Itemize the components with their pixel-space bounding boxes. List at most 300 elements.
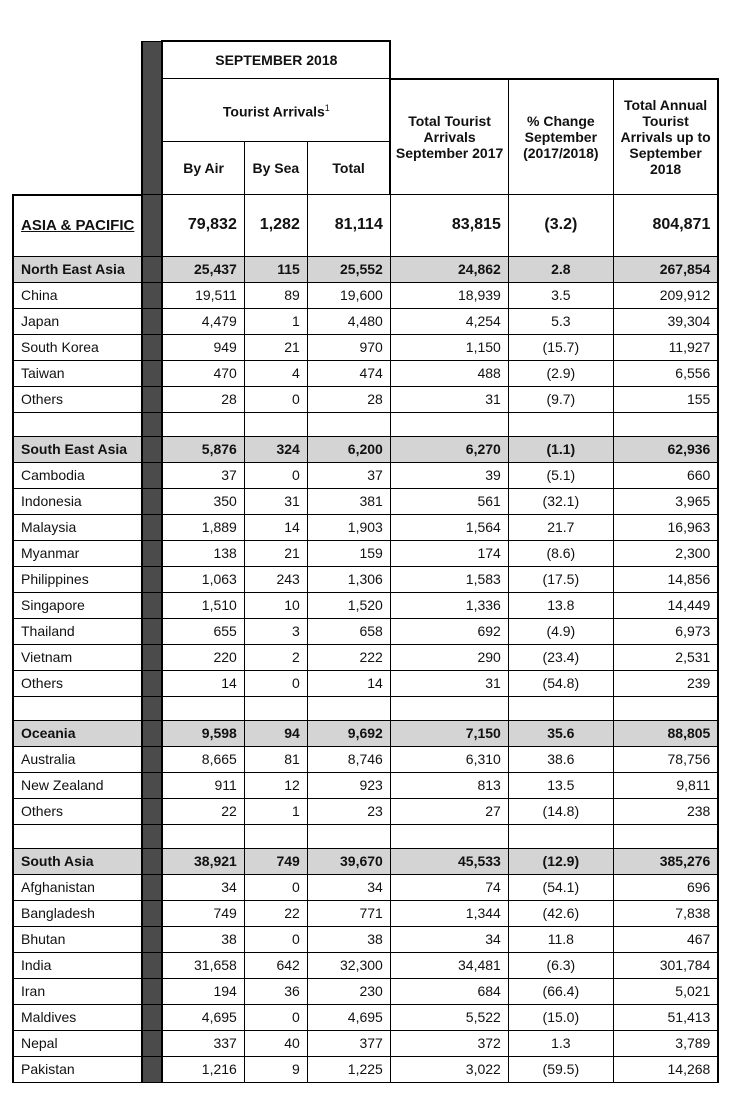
country-total: 19,600 xyxy=(307,282,390,308)
dark-column-cell xyxy=(142,1004,162,1030)
country-by-air: 470 xyxy=(162,360,244,386)
country-by-sea: 2 xyxy=(244,644,307,670)
country-by-air: 22 xyxy=(162,798,244,824)
country-by-sea: 0 xyxy=(244,926,307,952)
header-row-group xyxy=(13,79,718,142)
dark-column-cell xyxy=(142,900,162,926)
footnote-mark: 1 xyxy=(324,103,330,114)
country-pct-change: 13.5 xyxy=(508,772,613,798)
group-total-2017: 45,533 xyxy=(390,848,508,874)
country-by-air: 34 xyxy=(162,874,244,900)
group-pct-change: 35.6 xyxy=(508,720,613,746)
country-total: 970 xyxy=(307,334,390,360)
group-annual: 267,854 xyxy=(613,256,718,282)
country-row xyxy=(13,670,718,696)
country-by-sea: 642 xyxy=(244,952,307,978)
dark-column-cell xyxy=(142,952,162,978)
group-by-air: 38,921 xyxy=(162,848,244,874)
country-by-air: 911 xyxy=(162,772,244,798)
region-by-air: 79,832 xyxy=(162,195,244,257)
spacer-cell xyxy=(244,696,307,720)
dark-column xyxy=(142,41,162,195)
country-by-sea: 89 xyxy=(244,282,307,308)
country-by-air: 19,511 xyxy=(162,282,244,308)
country-row xyxy=(13,1004,718,1030)
country-by-sea: 1 xyxy=(244,798,307,824)
country-by-sea: 10 xyxy=(244,592,307,618)
country-pct-change: 5.3 xyxy=(508,308,613,334)
dark-column-cell xyxy=(142,360,162,386)
spacer-cell xyxy=(307,696,390,720)
spacer-cell xyxy=(244,824,307,848)
country-annual: 11,927 xyxy=(613,334,718,360)
country-annual: 3,965 xyxy=(613,488,718,514)
dark-column-cell xyxy=(142,308,162,334)
country-total-2017: 31 xyxy=(390,670,508,696)
country-annual: 209,912 xyxy=(613,282,718,308)
country-pct-change: (15.7) xyxy=(508,334,613,360)
country-row xyxy=(13,282,718,308)
country-annual: 3,789 xyxy=(613,1030,718,1056)
country-annual: 14,268 xyxy=(613,1056,718,1082)
pct-change-header: % Change September (2017/2018) xyxy=(508,79,613,195)
region-annual: 804,871 xyxy=(613,195,718,257)
country-pct-change: 1.3 xyxy=(508,1030,613,1056)
country-annual: 2,300 xyxy=(613,540,718,566)
country-total-2017: 372 xyxy=(390,1030,508,1056)
country-name: Japan xyxy=(13,308,142,334)
dark-column-cell xyxy=(142,1056,162,1082)
country-total: 377 xyxy=(307,1030,390,1056)
country-total-2017: 1,344 xyxy=(390,900,508,926)
country-name: South Korea xyxy=(13,334,142,360)
country-pct-change: (15.0) xyxy=(508,1004,613,1030)
country-by-air: 1,216 xyxy=(162,1056,244,1082)
dark-column-cell xyxy=(142,1030,162,1056)
country-total: 923 xyxy=(307,772,390,798)
country-annual: 9,811 xyxy=(613,772,718,798)
spacer-cell xyxy=(508,696,613,720)
country-by-air: 220 xyxy=(162,644,244,670)
group-by-air: 9,598 xyxy=(162,720,244,746)
country-pct-change: (42.6) xyxy=(508,900,613,926)
country-total-2017: 488 xyxy=(390,360,508,386)
group-by-air: 25,437 xyxy=(162,256,244,282)
group-total: 9,692 xyxy=(307,720,390,746)
dark-column-cell xyxy=(142,282,162,308)
country-by-air: 14 xyxy=(162,670,244,696)
country-row xyxy=(13,360,718,386)
country-total: 1,306 xyxy=(307,566,390,592)
country-by-air: 37 xyxy=(162,462,244,488)
country-total-2017: 31 xyxy=(390,386,508,412)
country-name: Maldives xyxy=(13,1004,142,1030)
country-annual: 660 xyxy=(613,462,718,488)
country-total-2017: 34,481 xyxy=(390,952,508,978)
country-total: 1,520 xyxy=(307,592,390,618)
country-by-sea: 14 xyxy=(244,514,307,540)
country-pct-change: 3.5 xyxy=(508,282,613,308)
region-pct-change: (3.2) xyxy=(508,195,613,257)
country-by-air: 949 xyxy=(162,334,244,360)
country-by-air: 1,889 xyxy=(162,514,244,540)
country-name: Singapore xyxy=(13,592,142,618)
country-by-sea: 9 xyxy=(244,1056,307,1082)
tourist-arrivals-label: Tourist Arrivals xyxy=(222,103,325,120)
region-row xyxy=(13,195,718,257)
country-total-2017: 1,336 xyxy=(390,592,508,618)
country-total: 474 xyxy=(307,360,390,386)
country-by-sea: 0 xyxy=(244,670,307,696)
country-total: 159 xyxy=(307,540,390,566)
country-annual: 7,838 xyxy=(613,900,718,926)
country-total-2017: 1,564 xyxy=(390,514,508,540)
country-total-2017: 27 xyxy=(390,798,508,824)
country-annual: 301,784 xyxy=(613,952,718,978)
region-total-2017: 83,815 xyxy=(390,195,508,257)
country-by-sea: 36 xyxy=(244,978,307,1004)
country-row xyxy=(13,1056,718,1082)
country-name: Bangladesh xyxy=(13,900,142,926)
group-name: South East Asia xyxy=(13,436,142,462)
dark-column-cell xyxy=(142,256,162,282)
group-row xyxy=(13,720,718,746)
tourist-arrivals-table xyxy=(12,40,719,1083)
total-header: Total xyxy=(307,142,390,195)
country-by-sea: 0 xyxy=(244,874,307,900)
country-pct-change: (2.9) xyxy=(508,360,613,386)
country-total-2017: 3,022 xyxy=(390,1056,508,1082)
spacer-cell xyxy=(613,824,718,848)
country-row xyxy=(13,978,718,1004)
country-pct-change: (54.1) xyxy=(508,874,613,900)
dark-column-cell xyxy=(142,978,162,1004)
country-annual: 2,531 xyxy=(613,644,718,670)
country-by-air: 337 xyxy=(162,1030,244,1056)
dark-column-cell xyxy=(142,566,162,592)
country-pct-change: 38.6 xyxy=(508,746,613,772)
country-by-sea: 81 xyxy=(244,746,307,772)
country-by-sea: 1 xyxy=(244,308,307,334)
total-2017-header: Total Tourist Arrivals September 2017 xyxy=(390,79,508,195)
country-pct-change: (6.3) xyxy=(508,952,613,978)
spacer-row xyxy=(13,824,718,848)
country-annual: 696 xyxy=(613,874,718,900)
country-name: Indonesia xyxy=(13,488,142,514)
country-pct-change: 21.7 xyxy=(508,514,613,540)
country-name: Philippines xyxy=(13,566,142,592)
spacer-cell xyxy=(142,412,162,436)
group-name: Oceania xyxy=(13,720,142,746)
country-name: Taiwan xyxy=(13,360,142,386)
country-total-2017: 813 xyxy=(390,772,508,798)
spacer-cell xyxy=(613,412,718,436)
country-name: Pakistan xyxy=(13,1056,142,1082)
country-by-air: 4,479 xyxy=(162,308,244,334)
country-row xyxy=(13,798,718,824)
spacer-cell xyxy=(390,412,508,436)
country-name: Malaysia xyxy=(13,514,142,540)
dark-column-cell xyxy=(142,540,162,566)
country-pct-change: (23.4) xyxy=(508,644,613,670)
country-by-sea: 31 xyxy=(244,488,307,514)
region-name: ASIA & PACIFIC xyxy=(13,195,142,257)
country-by-sea: 3 xyxy=(244,618,307,644)
country-pct-change: (4.9) xyxy=(508,618,613,644)
country-total-2017: 74 xyxy=(390,874,508,900)
spacer-cell xyxy=(508,824,613,848)
group-by-sea: 94 xyxy=(244,720,307,746)
country-total: 1,225 xyxy=(307,1056,390,1082)
country-name: Others xyxy=(13,798,142,824)
country-total-2017: 692 xyxy=(390,618,508,644)
country-pct-change: (14.8) xyxy=(508,798,613,824)
country-pct-change: 11.8 xyxy=(508,926,613,952)
dark-column-cell xyxy=(142,436,162,462)
group-annual: 62,936 xyxy=(613,436,718,462)
country-name: Nepal xyxy=(13,1030,142,1056)
dark-column-cell xyxy=(142,618,162,644)
country-annual: 238 xyxy=(613,798,718,824)
country-total-2017: 684 xyxy=(390,978,508,1004)
country-name: Afghanistan xyxy=(13,874,142,900)
country-by-sea: 21 xyxy=(244,540,307,566)
spacer-cell xyxy=(13,696,142,720)
country-row xyxy=(13,618,718,644)
country-row xyxy=(13,462,718,488)
spacer-cell xyxy=(244,412,307,436)
country-total: 1,903 xyxy=(307,514,390,540)
country-by-sea: 4 xyxy=(244,360,307,386)
country-by-sea: 40 xyxy=(244,1030,307,1056)
country-by-air: 655 xyxy=(162,618,244,644)
country-total-2017: 561 xyxy=(390,488,508,514)
spacer-row xyxy=(13,696,718,720)
country-name: Thailand xyxy=(13,618,142,644)
country-row xyxy=(13,926,718,952)
country-name: China xyxy=(13,282,142,308)
country-total: 222 xyxy=(307,644,390,670)
dark-column-cell xyxy=(142,874,162,900)
country-by-sea: 0 xyxy=(244,462,307,488)
country-by-air: 138 xyxy=(162,540,244,566)
dark-column-cell xyxy=(142,720,162,746)
country-total-2017: 39 xyxy=(390,462,508,488)
country-pct-change: (5.1) xyxy=(508,462,613,488)
country-annual: 16,963 xyxy=(613,514,718,540)
country-row xyxy=(13,746,718,772)
country-annual: 239 xyxy=(613,670,718,696)
group-by-sea: 324 xyxy=(244,436,307,462)
spacer-cell xyxy=(162,696,244,720)
country-total-2017: 4,254 xyxy=(390,308,508,334)
country-pct-change: 13.8 xyxy=(508,592,613,618)
country-total: 37 xyxy=(307,462,390,488)
country-by-air: 1,063 xyxy=(162,566,244,592)
country-by-air: 31,658 xyxy=(162,952,244,978)
country-total: 4,695 xyxy=(307,1004,390,1030)
group-name: South Asia xyxy=(13,848,142,874)
country-annual: 51,413 xyxy=(613,1004,718,1030)
dark-column-cell xyxy=(142,848,162,874)
country-annual: 14,449 xyxy=(613,592,718,618)
dark-column-cell xyxy=(142,798,162,824)
group-row xyxy=(13,256,718,282)
country-name: Vietnam xyxy=(13,644,142,670)
country-by-sea: 22 xyxy=(244,900,307,926)
country-by-air: 28 xyxy=(162,386,244,412)
country-total-2017: 5,522 xyxy=(390,1004,508,1030)
group-total-2017: 6,270 xyxy=(390,436,508,462)
country-row xyxy=(13,566,718,592)
country-by-air: 38 xyxy=(162,926,244,952)
dark-column-cell xyxy=(142,592,162,618)
country-name: Iran xyxy=(13,978,142,1004)
country-pct-change: (9.7) xyxy=(508,386,613,412)
spacer-cell xyxy=(307,412,390,436)
country-row xyxy=(13,1030,718,1056)
dark-column-cell xyxy=(142,670,162,696)
country-row xyxy=(13,952,718,978)
spacer-cell xyxy=(307,824,390,848)
dark-column-cell xyxy=(142,746,162,772)
country-name: Myanmar xyxy=(13,540,142,566)
dark-column-cell xyxy=(142,488,162,514)
country-by-air: 4,695 xyxy=(162,1004,244,1030)
country-name: New Zealand xyxy=(13,772,142,798)
country-total-2017: 18,939 xyxy=(390,282,508,308)
country-pct-change: (54.8) xyxy=(508,670,613,696)
country-total-2017: 290 xyxy=(390,644,508,670)
country-row xyxy=(13,592,718,618)
country-total: 658 xyxy=(307,618,390,644)
spacer-cell xyxy=(508,412,613,436)
group-by-sea: 115 xyxy=(244,256,307,282)
country-pct-change: (17.5) xyxy=(508,566,613,592)
country-row xyxy=(13,334,718,360)
header-row-period xyxy=(13,41,718,79)
country-annual: 6,973 xyxy=(613,618,718,644)
group-row xyxy=(13,848,718,874)
country-row xyxy=(13,874,718,900)
country-name: Cambodia xyxy=(13,462,142,488)
spacer-cell xyxy=(142,824,162,848)
country-row xyxy=(13,308,718,334)
region-total: 81,114 xyxy=(307,195,390,257)
country-by-sea: 12 xyxy=(244,772,307,798)
country-by-sea: 21 xyxy=(244,334,307,360)
group-total: 25,552 xyxy=(307,256,390,282)
group-by-air: 5,876 xyxy=(162,436,244,462)
group-name: North East Asia xyxy=(13,256,142,282)
group-row xyxy=(13,436,718,462)
country-total: 38 xyxy=(307,926,390,952)
spacer-cell xyxy=(390,696,508,720)
dark-column-cell xyxy=(142,926,162,952)
country-pct-change: (8.6) xyxy=(508,540,613,566)
country-name: Australia xyxy=(13,746,142,772)
country-row xyxy=(13,514,718,540)
group-total: 6,200 xyxy=(307,436,390,462)
group-total: 39,670 xyxy=(307,848,390,874)
country-total-2017: 1,583 xyxy=(390,566,508,592)
group-pct-change: 2.8 xyxy=(508,256,613,282)
spacer-cell xyxy=(390,824,508,848)
country-total: 230 xyxy=(307,978,390,1004)
country-row xyxy=(13,644,718,670)
country-by-air: 194 xyxy=(162,978,244,1004)
tourist-arrivals-header xyxy=(162,79,390,142)
country-by-air: 8,665 xyxy=(162,746,244,772)
spacer-cell xyxy=(13,824,142,848)
country-row xyxy=(13,386,718,412)
country-annual: 467 xyxy=(613,926,718,952)
country-by-air: 749 xyxy=(162,900,244,926)
spacer-row xyxy=(13,412,718,436)
country-total: 14 xyxy=(307,670,390,696)
country-total-2017: 1,150 xyxy=(390,334,508,360)
group-total-2017: 7,150 xyxy=(390,720,508,746)
country-total: 34 xyxy=(307,874,390,900)
spacer-cell xyxy=(613,696,718,720)
country-total-2017: 6,310 xyxy=(390,746,508,772)
country-row xyxy=(13,900,718,926)
group-by-sea: 749 xyxy=(244,848,307,874)
country-annual: 14,856 xyxy=(613,566,718,592)
country-by-sea: 0 xyxy=(244,386,307,412)
dark-column-cell xyxy=(142,772,162,798)
country-pct-change: (59.5) xyxy=(508,1056,613,1082)
dark-column-cell xyxy=(142,334,162,360)
country-pct-change: (66.4) xyxy=(508,978,613,1004)
country-name: India xyxy=(13,952,142,978)
country-annual: 78,756 xyxy=(613,746,718,772)
group-total-2017: 24,862 xyxy=(390,256,508,282)
group-pct-change: (12.9) xyxy=(508,848,613,874)
dark-column-cell xyxy=(142,514,162,540)
country-row xyxy=(13,488,718,514)
country-total: 23 xyxy=(307,798,390,824)
country-total-2017: 34 xyxy=(390,926,508,952)
by-air-header: By Air xyxy=(162,142,244,195)
country-by-air: 1,510 xyxy=(162,592,244,618)
country-total: 8,746 xyxy=(307,746,390,772)
country-by-sea: 243 xyxy=(244,566,307,592)
country-by-sea: 0 xyxy=(244,1004,307,1030)
country-annual: 6,556 xyxy=(613,360,718,386)
dark-column-cell xyxy=(142,462,162,488)
spacer-cell xyxy=(13,412,142,436)
country-total-2017: 174 xyxy=(390,540,508,566)
annual-total-header: Total Annual Tourist Arrivals up to September 2018 xyxy=(613,79,718,195)
country-total: 4,480 xyxy=(307,308,390,334)
country-total: 32,300 xyxy=(307,952,390,978)
country-pct-change: (32.1) xyxy=(508,488,613,514)
group-annual: 385,276 xyxy=(613,848,718,874)
country-by-air: 350 xyxy=(162,488,244,514)
period-header: SEPTEMBER 2018 xyxy=(162,41,390,79)
spacer-cell xyxy=(162,824,244,848)
group-annual: 88,805 xyxy=(613,720,718,746)
country-annual: 155 xyxy=(613,386,718,412)
dark-column-cell xyxy=(142,644,162,670)
country-annual: 39,304 xyxy=(613,308,718,334)
group-pct-change: (1.1) xyxy=(508,436,613,462)
country-row xyxy=(13,772,718,798)
country-row xyxy=(13,540,718,566)
spacer-cell xyxy=(142,696,162,720)
by-sea-header: By Sea xyxy=(244,142,307,195)
